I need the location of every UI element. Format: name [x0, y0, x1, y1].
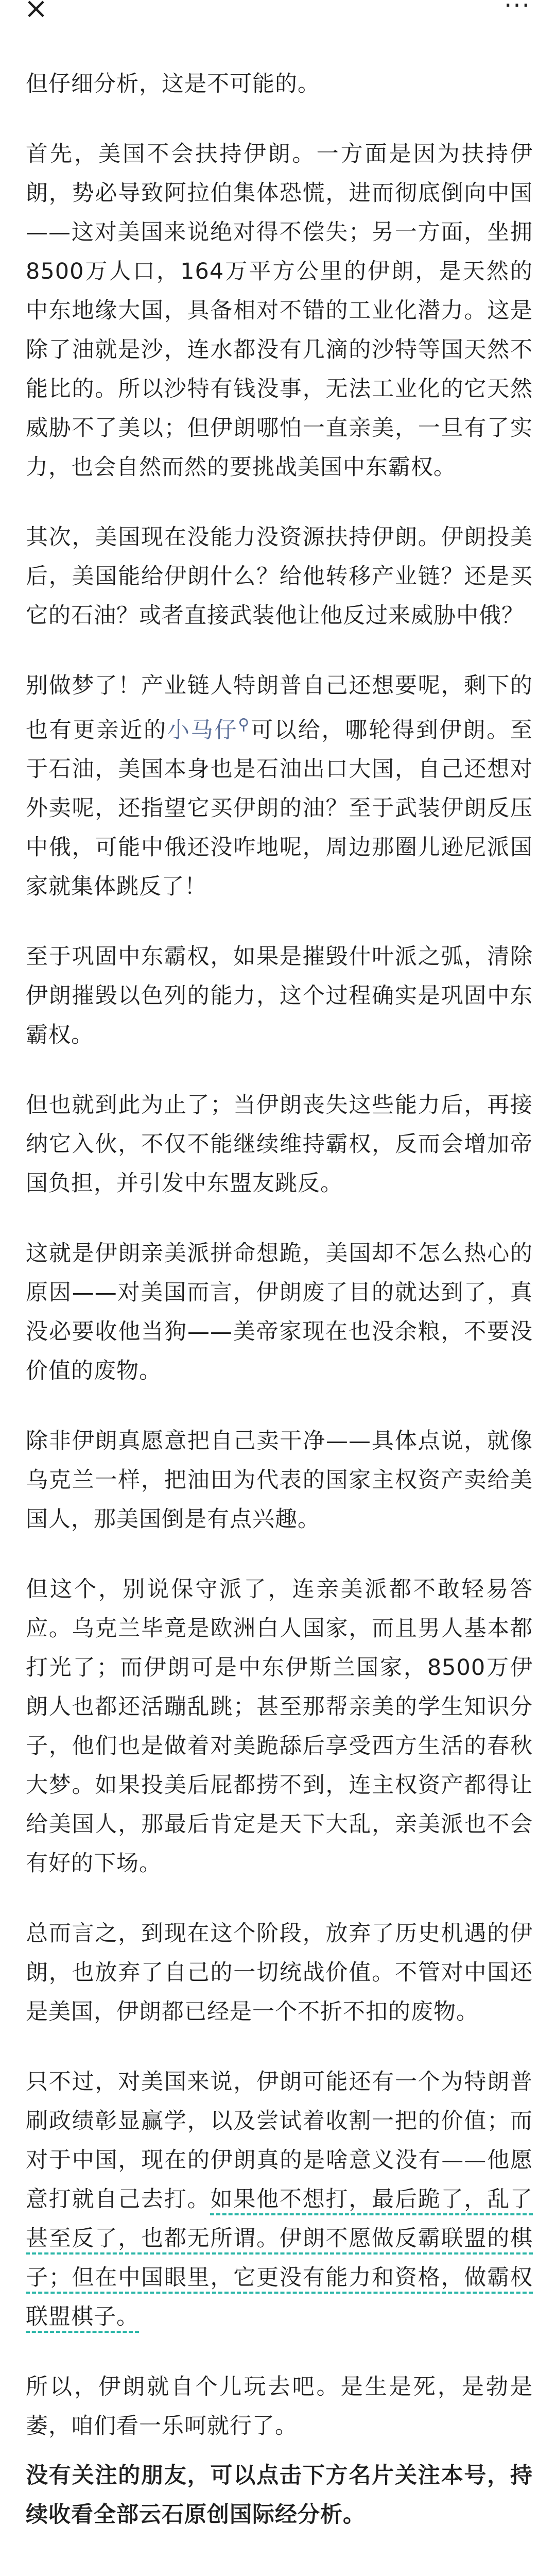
paragraph-1: 但仔细分析，这是不可能的。: [26, 71, 320, 97]
paragraph-8: 除非伊朗真愿意把自己卖干净——具体点说，就像乌克兰一样，把油田为代表的国家主权资产卖给美国人，那美国倒是有点兴趣。: [26, 1428, 533, 1533]
paragraph-6: 但也就到此为止了；当伊朗丧失这些能力后，再接纳它入伙，不仅不能继续维持霸权，反而会增加帝国负担，并引发中东盟友跳反。: [26, 1092, 533, 1197]
paragraph-11-part-a: 只不过，对美国来说，伊朗可能还有一个为特朗普刷政绩彰显赢学，以及尝试着收割一把的价值；而对于中国，现在的伊朗真的是啥意义没有——他愿意打就自己去打。: [26, 2069, 533, 2213]
search-link-icon[interactable]: ⚲: [238, 716, 250, 734]
paragraph-10: 总而言之，到现在这个阶段，放弃了历史机遇的伊朗，也放弃了自己的一切统战价值。不管对中国还是美国，伊朗都已经是一个不折不扣的废物。: [26, 1921, 533, 2025]
top-bar: [0, 0, 556, 52]
more-icon[interactable]: ···: [504, 0, 531, 20]
paragraph-4-part-a: 别做梦了！产业链人特朗普自己还想要呢，剩下的也有更亲近的: [26, 673, 533, 743]
follow-prompt: 没有关注的朋友，可以点击下方名片关注本号，持续收看全部云石原创国际经分析。: [26, 2463, 533, 2528]
close-icon[interactable]: ×: [24, 0, 48, 25]
paragraph-4-part-b: 可以给，哪轮得到伊朗。至于石油，美国本身也是石油出口大国，自己还想对外卖呢，还指望它买伊朗的油？至于武装伊朗反压中俄，可能中俄还没咋地呢，周边那圈儿逊尼派国家就集体跳反了！: [26, 717, 533, 900]
paragraph-4: [26, 666, 533, 906]
paragraph-11: [26, 2062, 533, 2336]
paragraph-5: 至于巩固中东霸权，如果是摧毁什叶派之弧，清除伊朗摧毁以色列的能力，这个过程确实是巩固中东霸权。: [26, 944, 533, 1048]
paragraph-9: 但这个，别说保守派了，连亲美派都不敢轻易答应。乌克兰毕竟是欧洲白人国家，而且男人基本都打光了；而伊朗可是中东伊斯兰国家，8500万伊朗人也都还活蹦乱跳；甚至那帮亲美的学生知识分子，他们也是做着对美跪舔后享受西方生活的春秋大梦。如果投美后屁都捞不到，连主权资产都得让给美国人，那最后肯定是天下大乱，亲美派也不会有好的下场。: [26, 1577, 533, 1877]
article-body: [26, 64, 533, 2565]
paragraph-12: 所以，伊朗就自个儿玩去吧。是生是死，是勃是萎，咱们看一乐呵就行了。: [26, 2374, 533, 2439]
inline-search-link[interactable]: 小马仔: [167, 717, 238, 743]
paragraph-3: 其次，美国现在没能力没资源扶持伊朗。伊朗投美后，美国能给伊朗什么？给他转移产业链？还是买它的石油？或者直接武装他让他反过来威胁中俄？: [26, 524, 533, 629]
paragraph-2: 首先，美国不会扶持伊朗。一方面是因为扶持伊朗，势必导致阿拉伯集体恐慌，进而彻底倒向中国——这对美国来说绝对得不偿失；另一方面，坐拥8500万人口，164万平方公里的伊朗，是天然的中东地缘大国，具备相对不错的工业化潜力。这是除了油就是沙，连水都没有几滴的沙特等国天然不能比的。所以沙特有钱没事，无法工业化的它天然威胁不了美以；但伊朗哪怕一直亲美，一旦有了实力，也会自然而然的要挑战美国中东霸权。: [26, 141, 533, 480]
paragraph-7: 这就是伊朗亲美派拼命想跪，美国却不怎么热心的原因——对美国而言，伊朗废了目的就达到了，真没必要收他当狗——美帝家现在也没余粮，不要没价值的废物。: [26, 1241, 533, 1384]
highlighted-quote[interactable]: 如果他不想打，最后跪了，乱了甚至反了，也都无所谓。伊朗不愿做反霸联盟的棋子；但在中国眼里，它更没有能力和资格，做霸权联盟棋子。: [26, 2187, 533, 2333]
